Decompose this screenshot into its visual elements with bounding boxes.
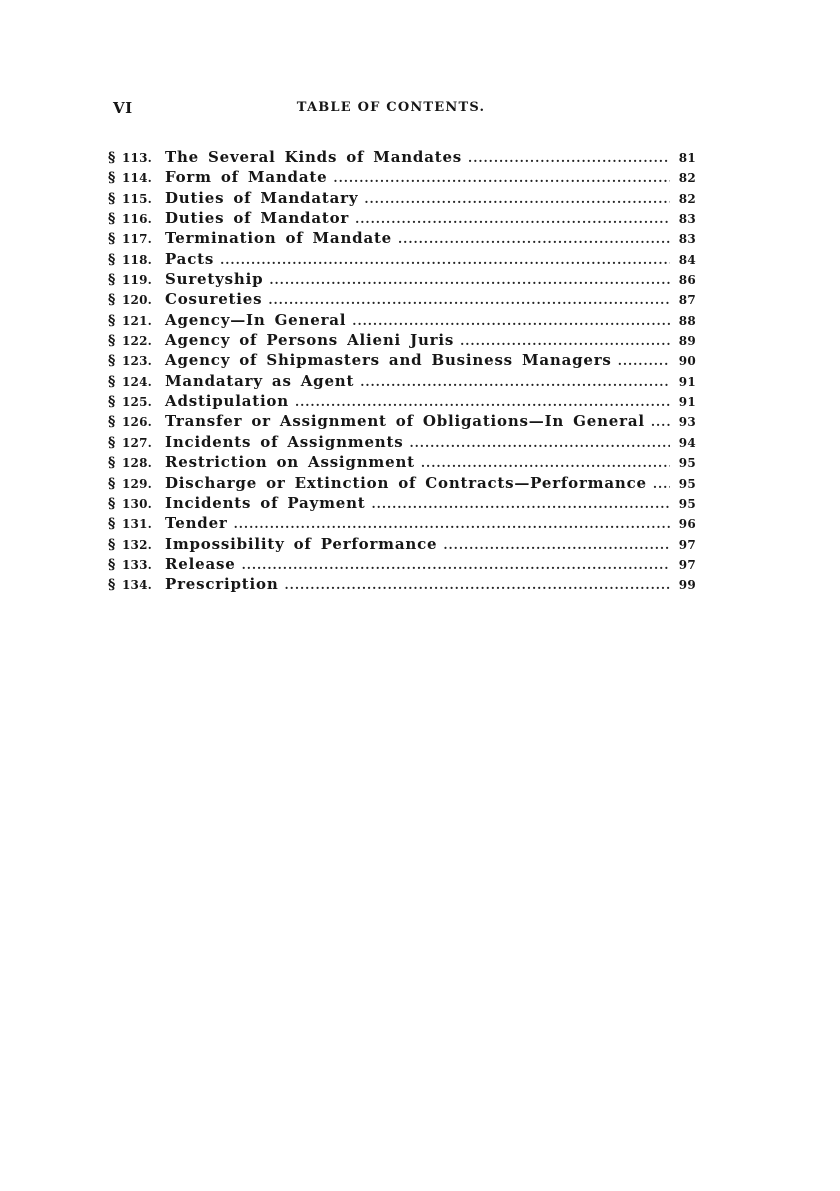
section-number: 128. bbox=[122, 456, 153, 471]
section-label bbox=[108, 392, 165, 412]
entry-title: Pacts bbox=[165, 249, 215, 268]
dot-leader bbox=[289, 392, 670, 412]
section-symbol: § bbox=[108, 231, 116, 248]
dot-leader bbox=[349, 209, 670, 229]
toc-entry bbox=[108, 147, 696, 167]
section-number: 113. bbox=[122, 151, 153, 165]
section-label bbox=[108, 535, 165, 555]
toc-entry bbox=[108, 432, 696, 452]
section-label bbox=[108, 331, 165, 351]
toc-entry bbox=[108, 554, 696, 574]
section-symbol: § bbox=[108, 251, 116, 268]
section-symbol: § bbox=[108, 434, 116, 451]
dot-leader bbox=[647, 474, 670, 494]
page-header bbox=[113, 99, 669, 119]
entry-title: Incidents of Payment bbox=[165, 493, 366, 512]
section-symbol: § bbox=[108, 495, 116, 512]
dot-leader bbox=[263, 270, 670, 290]
dot-leader bbox=[327, 168, 670, 188]
entry-title: Restriction on Assignment bbox=[165, 453, 415, 472]
section-number: 114. bbox=[122, 171, 153, 186]
dot-leader bbox=[262, 290, 670, 310]
toc-entry bbox=[108, 493, 696, 513]
section-number: 134. bbox=[122, 578, 153, 593]
entry-title: Duties of Mandatary bbox=[165, 188, 359, 207]
entry-title: Transfer or Assignment of Obligations—In General bbox=[165, 412, 645, 431]
section-symbol: § bbox=[108, 556, 116, 573]
section-symbol: § bbox=[108, 353, 116, 370]
section-label bbox=[108, 168, 165, 188]
entry-page-number: 86 bbox=[678, 273, 696, 288]
entry-page-number: 97 bbox=[678, 557, 696, 572]
section-number: 119. bbox=[122, 273, 153, 288]
section-label bbox=[108, 270, 165, 290]
section-label bbox=[108, 575, 165, 595]
dot-leader bbox=[366, 494, 670, 514]
entry-title: Mandatary as Agent bbox=[165, 371, 355, 390]
toc-entry bbox=[108, 228, 696, 248]
dot-leader bbox=[236, 555, 670, 575]
section-symbol: § bbox=[108, 333, 116, 350]
section-number: 121. bbox=[122, 313, 153, 328]
section-number: 126. bbox=[122, 415, 153, 430]
toc-entry bbox=[108, 289, 696, 309]
section-symbol: § bbox=[108, 211, 116, 228]
section-label bbox=[108, 453, 165, 473]
section-number: 124. bbox=[122, 374, 153, 389]
toc-entry bbox=[108, 513, 696, 533]
section-number: 117. bbox=[122, 232, 153, 247]
toc-entry bbox=[108, 473, 696, 493]
toc-entry bbox=[108, 411, 696, 431]
section-symbol: § bbox=[108, 272, 116, 289]
entry-page-number: 91 bbox=[678, 374, 696, 389]
section-symbol: § bbox=[108, 475, 116, 492]
toc-entry bbox=[108, 574, 696, 594]
section-symbol: § bbox=[108, 414, 116, 431]
dot-leader bbox=[228, 514, 670, 534]
toc-entry bbox=[108, 310, 696, 330]
entry-title: Suretyship bbox=[165, 270, 264, 289]
entry-title: Impossibility of Performance bbox=[165, 534, 438, 553]
dot-leader bbox=[403, 433, 670, 453]
running-title: TABLE OF CONTENTS. bbox=[296, 100, 486, 115]
table-of-contents bbox=[108, 147, 696, 595]
section-symbol: § bbox=[108, 150, 116, 166]
section-label bbox=[108, 433, 165, 453]
entry-page-number: 83 bbox=[678, 212, 696, 227]
toc-entry bbox=[108, 350, 696, 370]
toc-entry bbox=[108, 371, 696, 391]
dot-leader bbox=[279, 575, 670, 595]
toc-entry bbox=[108, 208, 696, 228]
entry-page-number: 82 bbox=[678, 171, 696, 186]
entry-title: Termination of Mandate bbox=[165, 229, 393, 248]
section-number: 127. bbox=[122, 435, 153, 450]
dot-leader bbox=[612, 351, 670, 371]
section-number: 132. bbox=[122, 537, 153, 552]
section-number: 125. bbox=[122, 395, 153, 410]
entry-page-number: 96 bbox=[678, 517, 696, 532]
toc-entry bbox=[108, 269, 696, 289]
entry-title: Form of Mandate bbox=[165, 168, 328, 187]
section-symbol: § bbox=[108, 516, 116, 533]
dot-leader bbox=[454, 331, 670, 351]
dot-leader bbox=[392, 229, 670, 249]
section-symbol: § bbox=[108, 536, 116, 553]
entry-page-number: 95 bbox=[678, 456, 696, 471]
entry-page-number: 83 bbox=[678, 232, 696, 247]
toc-entry bbox=[108, 452, 696, 472]
entry-page-number: 99 bbox=[678, 578, 696, 593]
section-label bbox=[108, 311, 165, 331]
section-label bbox=[108, 290, 165, 310]
toc-entry bbox=[108, 534, 696, 554]
section-label bbox=[108, 412, 165, 432]
section-label bbox=[108, 189, 165, 209]
entry-title: Discharge or Extinction of Contracts—Performance bbox=[165, 473, 647, 492]
entry-page-number: 81 bbox=[678, 151, 696, 165]
entry-page-number: 89 bbox=[678, 334, 696, 349]
dot-leader bbox=[358, 189, 670, 209]
section-number: 120. bbox=[122, 293, 153, 308]
section-number: 131. bbox=[122, 517, 153, 532]
entry-page-number: 94 bbox=[678, 435, 696, 450]
section-label bbox=[108, 555, 165, 575]
entry-page-number: 91 bbox=[678, 395, 696, 410]
entry-title: Tender bbox=[165, 514, 228, 533]
section-label bbox=[108, 209, 165, 229]
entry-page-number: 87 bbox=[678, 293, 696, 308]
section-symbol: § bbox=[108, 577, 116, 594]
dot-leader bbox=[354, 372, 670, 392]
dot-leader bbox=[214, 250, 670, 270]
section-number: 129. bbox=[122, 476, 153, 491]
section-label bbox=[108, 351, 165, 371]
entry-page-number: 88 bbox=[678, 313, 696, 328]
entry-page-number: 97 bbox=[678, 537, 696, 552]
toc-entry bbox=[108, 167, 696, 187]
section-label bbox=[108, 494, 165, 514]
entry-title: The Several Kinds of Mandates bbox=[165, 148, 463, 166]
section-number: 130. bbox=[122, 496, 153, 511]
entry-page-number: 95 bbox=[678, 496, 696, 511]
dot-leader bbox=[346, 311, 670, 331]
entry-title: Cosureties bbox=[165, 290, 263, 309]
entry-page-number: 93 bbox=[678, 415, 696, 430]
section-number: 122. bbox=[122, 334, 153, 349]
section-number: 118. bbox=[122, 252, 153, 267]
entry-title: Duties of Mandator bbox=[165, 209, 350, 228]
toc-entry bbox=[108, 330, 696, 350]
toc-entry bbox=[108, 188, 696, 208]
entry-page-number: 90 bbox=[678, 354, 696, 369]
section-label bbox=[108, 372, 165, 392]
toc-entry bbox=[108, 391, 696, 411]
entry-title: Prescription bbox=[165, 575, 279, 594]
section-label bbox=[108, 474, 165, 494]
section-label bbox=[108, 514, 165, 534]
section-symbol: § bbox=[108, 394, 116, 411]
section-number: 115. bbox=[122, 191, 153, 206]
dot-leader bbox=[415, 453, 670, 473]
entry-title: Release bbox=[165, 554, 236, 573]
entry-page-number: 82 bbox=[678, 191, 696, 206]
entry-title: Adstipulation bbox=[165, 392, 289, 411]
dot-leader bbox=[462, 148, 670, 168]
section-symbol: § bbox=[108, 455, 116, 472]
page-number: VI bbox=[113, 99, 133, 117]
section-number: 123. bbox=[122, 354, 153, 369]
dot-leader bbox=[645, 412, 670, 432]
section-symbol: § bbox=[108, 292, 116, 309]
section-symbol: § bbox=[108, 190, 116, 207]
entry-page-number: 95 bbox=[678, 476, 696, 491]
dot-leader bbox=[437, 535, 670, 555]
entry-title: Agency of Persons Alieni Juris bbox=[165, 331, 455, 350]
section-label bbox=[108, 250, 165, 270]
entry-title: Agency—In General bbox=[165, 310, 347, 329]
section-symbol: § bbox=[108, 373, 116, 390]
section-symbol: § bbox=[108, 312, 116, 329]
entry-title: Incidents of Assignments bbox=[165, 432, 404, 451]
toc-entry bbox=[108, 249, 696, 269]
section-label bbox=[108, 148, 165, 168]
entry-page-number: 84 bbox=[678, 252, 696, 267]
section-symbol: § bbox=[108, 170, 116, 187]
section-number: 133. bbox=[122, 557, 153, 572]
entry-title: Agency of Shipmasters and Business Managers bbox=[165, 351, 612, 370]
section-number: 116. bbox=[122, 212, 153, 227]
section-label bbox=[108, 229, 165, 249]
